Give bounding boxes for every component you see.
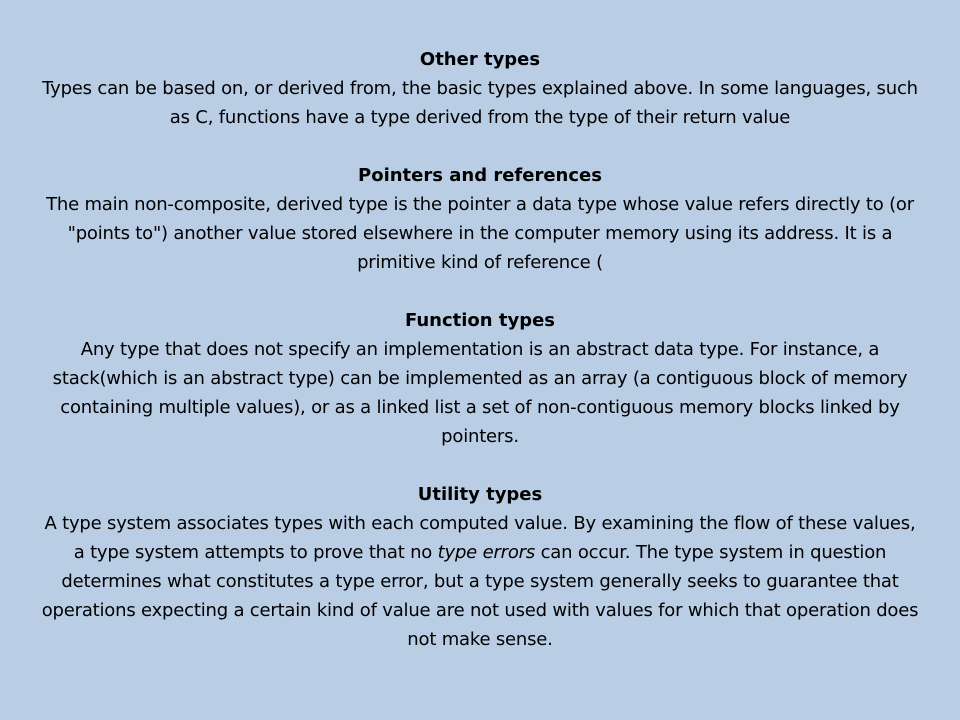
- section-heading: Function types: [404, 310, 556, 331]
- section-heading: Pointers and references: [358, 165, 602, 186]
- section-body: Types can be based on, or derived from, the basic types explained above. In some languages, such as C, functions have a type derived from the type of their return value: [42, 78, 918, 128]
- section-function-types: [40, 306, 920, 451]
- section-other-types: [40, 45, 920, 132]
- section-body: Any type that does not specify an implementation is an abstract data type. For instance, a stack(which is an abstract type) can be implemented as an array (a contiguous block of memory containing multiple values), or as a linked list a set of non-contiguous memory blocks linked by pointers.: [52, 339, 908, 447]
- section-heading: Utility types: [417, 484, 543, 505]
- section-utility-types: [40, 480, 920, 654]
- section-body: [40, 509, 920, 654]
- section-heading: Other types: [419, 49, 541, 70]
- body-text-before: A type system associates types with each computed value. By examining the flow of these values, a type system attempts to prove that no: [44, 513, 916, 563]
- section-body: The main non-composite, derived type is the pointer a data type whose value refers directly to (or "points to") another value stored elsewhere in the computer memory using its address. It is a primitive kind of reference (: [46, 194, 914, 273]
- body-text-after: can occur. The type system in question determines what constitutes a type error, but a type system generally seeks to guarantee that operations expecting a certain kind of value are not used with values for which that operation does not make sense.: [41, 542, 919, 650]
- body-text-emphasis: type errors: [437, 542, 536, 563]
- section-pointers-and-references: [40, 161, 920, 277]
